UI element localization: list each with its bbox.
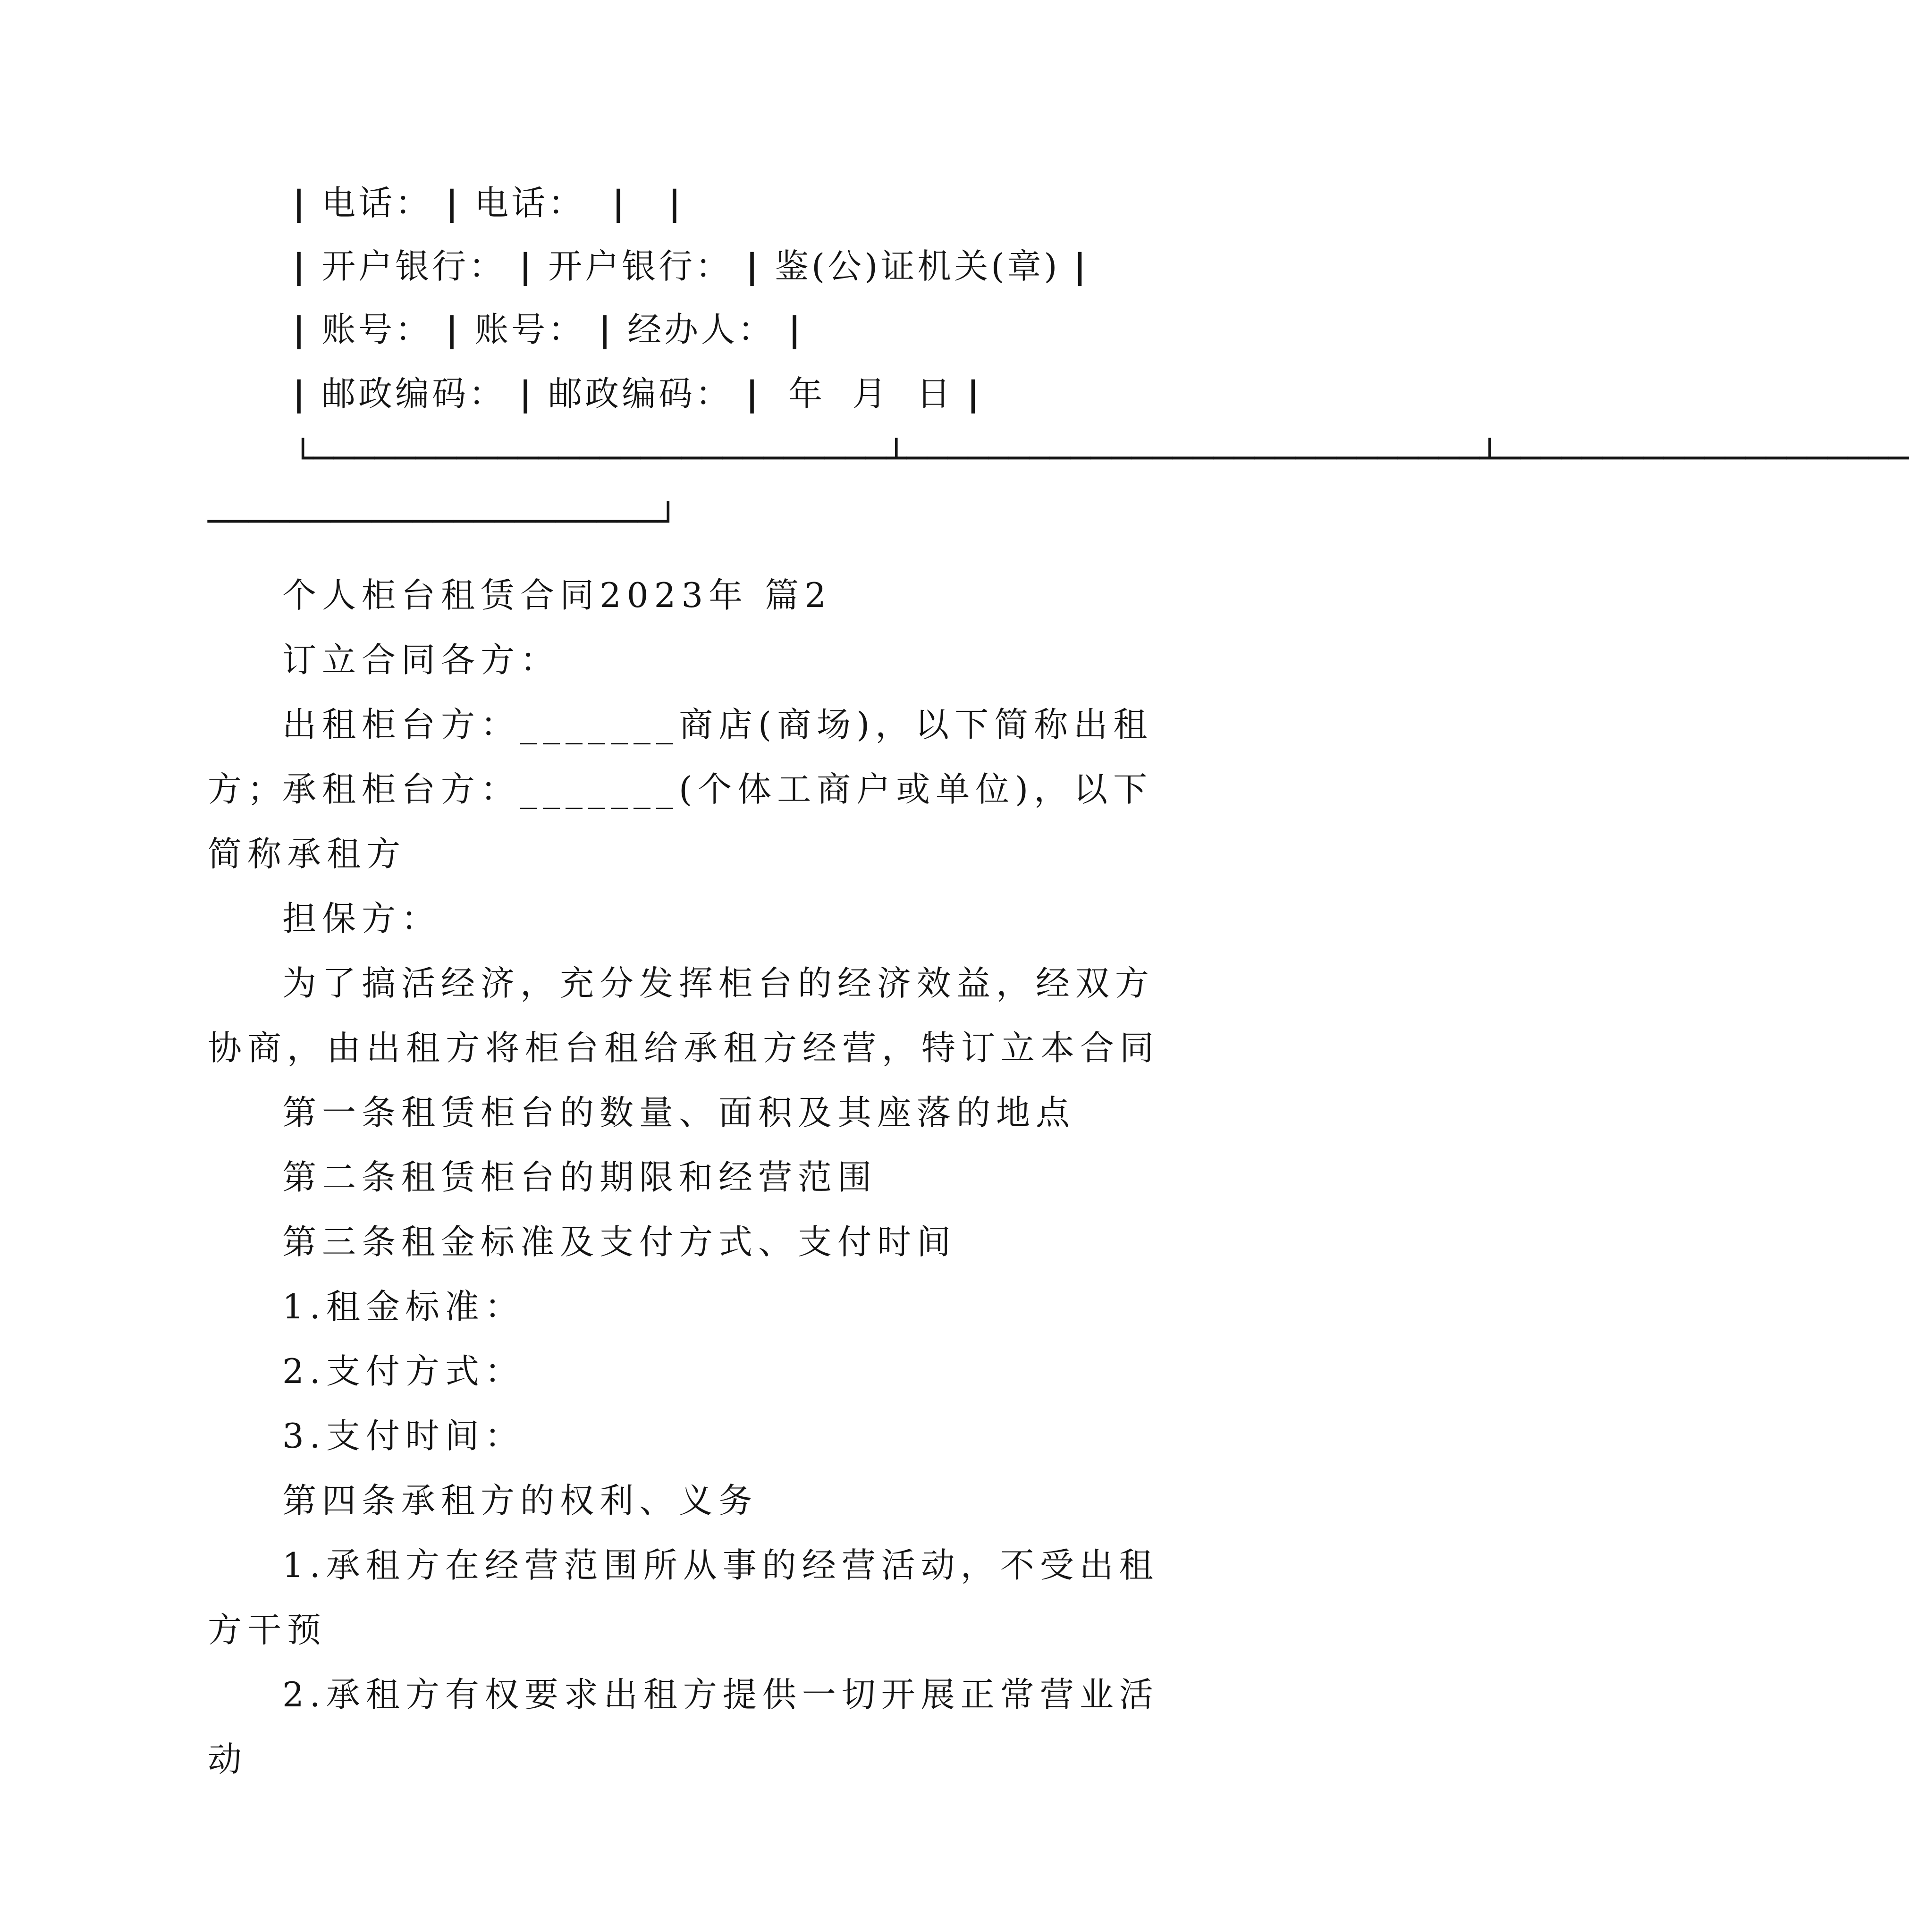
table-cell: 开户银行： — [548, 246, 733, 286]
clause-heading: 第四条承租方的权利、义务 — [282, 1481, 759, 1520]
table-cell: 账号： — [474, 310, 585, 349]
table-row-bank: | 开户银行： | 开户银行： | 鉴(公)证机关(章) | — [293, 246, 1089, 286]
table-bottom-border-wrap: ──────────────────────┘ — [208, 501, 678, 541]
list-item: 3.支付时间： — [282, 1416, 524, 1456]
list-item: 1.租金标准： — [282, 1287, 524, 1326]
clause-heading: 第二条租赁柜台的期限和经营范围 — [282, 1157, 878, 1197]
table-row-postcode: | 邮政编码： | 邮政编码： | 年 月 日 | — [293, 373, 982, 413]
list-item: 2.承租方有权要求出租方提供一切开展正常营业活动 — [208, 1675, 1159, 1779]
table-cell: 电话： — [474, 183, 585, 223]
table-cell: 邮政编码： — [548, 374, 733, 413]
table-cell: 年 月 日 — [775, 374, 954, 413]
paragraph: 订立合同各方： — [282, 640, 560, 680]
table-row-phone: | 电话： | 电话： | | — [293, 183, 684, 223]
table-cell: 开户银行： — [321, 246, 506, 286]
table-cell: 经办人： — [627, 310, 775, 349]
clause-heading: 第三条租金标准及支付方式、支付时间 — [282, 1222, 957, 1262]
table-cell: 电话： — [321, 183, 432, 223]
table-cell: 邮政编码： — [321, 374, 506, 413]
list-item: 1.承租方在经营范围所从事的经营活动，不受出租方干预 — [208, 1545, 1159, 1650]
paragraph: 为了搞活经济，充分发挥柜台的经济效益，经双方协商，由出租方将柜台租给承租方经营，特订立本合同 — [208, 963, 1160, 1068]
table-cell: 鉴(公)证机关(章) — [775, 246, 1060, 286]
paragraph: 出租柜台方：_______商店(商场)，以下简称出租方； — [208, 705, 1153, 809]
list-item: 2.支付方式： — [282, 1351, 524, 1391]
table-bottom-border: └────────────────────────────┴────────────────────────────┴──────────────────── — [293, 438, 1909, 478]
paragraph: 承租柜台方：_______(个体工商户或单位)，以下简称承租方 — [208, 769, 1153, 874]
section-heading: 个人柜台租赁合同2023年 篇2 — [282, 575, 832, 615]
paragraph: 担保方： — [282, 899, 441, 938]
clause-heading: 第一条租赁柜台的数量、面积及其座落的地点 — [282, 1093, 1076, 1132]
table-row-account: | 账号： | 账号： | 经办人： | — [293, 309, 804, 349]
table-cell: 账号： — [321, 310, 432, 349]
